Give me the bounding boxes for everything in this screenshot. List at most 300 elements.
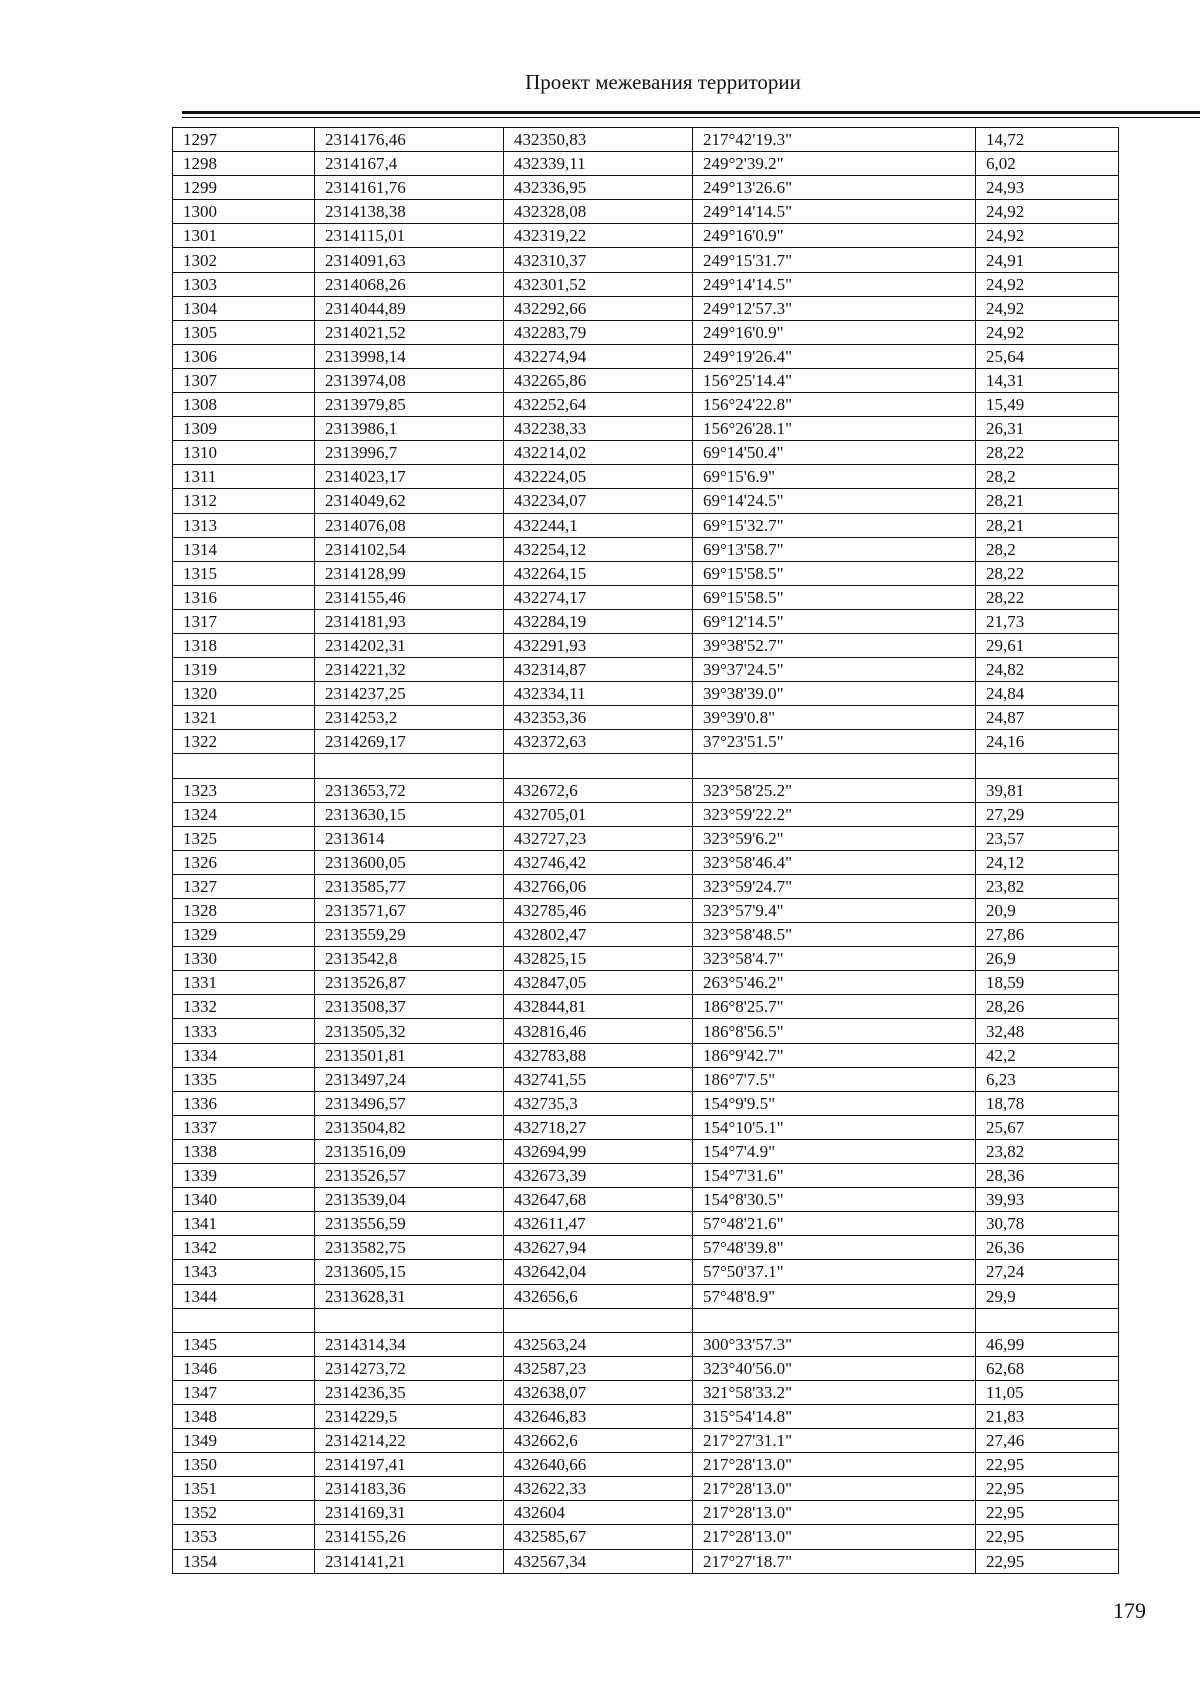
distance-cell: 29,9 xyxy=(976,1284,1119,1308)
table-row xyxy=(173,272,1119,296)
bearing-cell: 154°10'5.1" xyxy=(693,1115,976,1139)
distance-cell: 24,87 xyxy=(976,706,1119,730)
table-row xyxy=(173,609,1119,633)
bearing-cell: 69°15'58.5" xyxy=(693,585,976,609)
point-number-cell: 1343 xyxy=(173,1260,315,1284)
distance-cell: 18,78 xyxy=(976,1091,1119,1115)
distance-cell: 26,9 xyxy=(976,947,1119,971)
y-coordinate-cell: 432274,94 xyxy=(504,344,693,368)
table-row xyxy=(173,874,1119,898)
x-coordinate-cell: 2314221,32 xyxy=(315,658,504,682)
distance-cell: 21,83 xyxy=(976,1404,1119,1428)
x-coordinate-cell: 2314128,99 xyxy=(315,561,504,585)
point-number-cell: 1301 xyxy=(173,224,315,248)
x-coordinate-cell: 2314049,62 xyxy=(315,489,504,513)
table-row xyxy=(173,1429,1119,1453)
bearing-cell: 154°8'30.5" xyxy=(693,1188,976,1212)
x-coordinate-cell: 2313508,37 xyxy=(315,995,504,1019)
y-coordinate-cell: 432334,11 xyxy=(504,682,693,706)
table-row xyxy=(173,899,1119,923)
distance-cell: 24,84 xyxy=(976,682,1119,706)
y-coordinate-cell: 432563,24 xyxy=(504,1332,693,1356)
x-coordinate-cell: 2314229,5 xyxy=(315,1404,504,1428)
x-coordinate-cell: 2314181,93 xyxy=(315,609,504,633)
y-coordinate-cell: 432611,47 xyxy=(504,1212,693,1236)
x-coordinate-cell: 2314197,41 xyxy=(315,1453,504,1477)
table-separator-row xyxy=(173,1308,1119,1332)
table-row xyxy=(173,128,1119,152)
x-coordinate-cell: 2313614 xyxy=(315,826,504,850)
point-number-cell: 1323 xyxy=(173,778,315,802)
x-coordinate-cell: 2314044,89 xyxy=(315,296,504,320)
table-row xyxy=(173,1549,1119,1573)
distance-cell: 32,48 xyxy=(976,1019,1119,1043)
bearing-cell: 217°28'13.0" xyxy=(693,1453,976,1477)
point-number-cell: 1331 xyxy=(173,971,315,995)
distance-cell: 29,61 xyxy=(976,633,1119,657)
distance-cell: 22,95 xyxy=(976,1477,1119,1501)
x-coordinate-cell: 2313605,15 xyxy=(315,1260,504,1284)
table-row xyxy=(173,1356,1119,1380)
y-coordinate-cell xyxy=(504,754,693,778)
point-number-cell: 1304 xyxy=(173,296,315,320)
y-coordinate-cell: 432766,06 xyxy=(504,874,693,898)
y-coordinate-cell: 432662,6 xyxy=(504,1429,693,1453)
point-number-cell: 1319 xyxy=(173,658,315,682)
x-coordinate-cell: 2314237,25 xyxy=(315,682,504,706)
y-coordinate-cell: 432646,83 xyxy=(504,1404,693,1428)
table-row xyxy=(173,1260,1119,1284)
table-row xyxy=(173,1501,1119,1525)
table-row xyxy=(173,947,1119,971)
point-number-cell: 1342 xyxy=(173,1236,315,1260)
point-number-cell: 1352 xyxy=(173,1501,315,1525)
table-row xyxy=(173,344,1119,368)
distance-cell: 30,78 xyxy=(976,1212,1119,1236)
y-coordinate-cell: 432783,88 xyxy=(504,1043,693,1067)
point-number-cell: 1347 xyxy=(173,1380,315,1404)
table-row xyxy=(173,320,1119,344)
x-coordinate-cell: 2313559,29 xyxy=(315,923,504,947)
distance-cell: 28,2 xyxy=(976,465,1119,489)
y-coordinate-cell: 432585,67 xyxy=(504,1525,693,1549)
table-row xyxy=(173,1332,1119,1356)
point-number-cell: 1321 xyxy=(173,706,315,730)
y-coordinate-cell: 432627,94 xyxy=(504,1236,693,1260)
distance-cell: 21,73 xyxy=(976,609,1119,633)
y-coordinate-cell: 432567,34 xyxy=(504,1549,693,1573)
bearing-cell: 315°54'14.8" xyxy=(693,1404,976,1428)
table-row xyxy=(173,706,1119,730)
bearing-cell: 39°39'0.8" xyxy=(693,706,976,730)
bearing-cell: 323°59'24.7" xyxy=(693,874,976,898)
point-number-cell: 1297 xyxy=(173,128,315,152)
x-coordinate-cell: 2314021,52 xyxy=(315,320,504,344)
distance-cell: 27,86 xyxy=(976,923,1119,947)
x-coordinate-cell: 2314023,17 xyxy=(315,465,504,489)
x-coordinate-cell: 2313628,31 xyxy=(315,1284,504,1308)
coordinates-table-body xyxy=(173,128,1119,1574)
point-number-cell: 1341 xyxy=(173,1212,315,1236)
x-coordinate-cell: 2313986,1 xyxy=(315,417,504,441)
x-coordinate-cell: 2314091,63 xyxy=(315,248,504,272)
x-coordinate-cell: 2313630,15 xyxy=(315,802,504,826)
x-coordinate-cell: 2313556,59 xyxy=(315,1212,504,1236)
page-header-title: Проект межевания территории xyxy=(525,70,801,94)
table-row xyxy=(173,1477,1119,1501)
distance-cell: 26,36 xyxy=(976,1236,1119,1260)
y-coordinate-cell: 432350,83 xyxy=(504,128,693,152)
x-coordinate-cell: 2314068,26 xyxy=(315,272,504,296)
point-number-cell xyxy=(173,1308,315,1332)
table-row xyxy=(173,1067,1119,1091)
y-coordinate-cell: 432816,46 xyxy=(504,1019,693,1043)
x-coordinate-cell: 2314273,72 xyxy=(315,1356,504,1380)
distance-cell: 24,16 xyxy=(976,730,1119,754)
table-separator-row xyxy=(173,754,1119,778)
distance-cell: 14,72 xyxy=(976,128,1119,152)
distance-cell: 14,31 xyxy=(976,368,1119,392)
bearing-cell: 321°58'33.2" xyxy=(693,1380,976,1404)
point-number-cell: 1322 xyxy=(173,730,315,754)
point-number-cell: 1309 xyxy=(173,417,315,441)
x-coordinate-cell: 2313998,14 xyxy=(315,344,504,368)
table-row xyxy=(173,1188,1119,1212)
bearing-cell: 249°14'14.5" xyxy=(693,272,976,296)
y-coordinate-cell: 432847,05 xyxy=(504,971,693,995)
y-coordinate-cell: 432234,07 xyxy=(504,489,693,513)
y-coordinate-cell: 432640,66 xyxy=(504,1453,693,1477)
x-coordinate-cell: 2313542,8 xyxy=(315,947,504,971)
bearing-cell: 323°58'4.7" xyxy=(693,947,976,971)
bearing-cell: 249°16'0.9" xyxy=(693,224,976,248)
bearing-cell: 249°15'31.7" xyxy=(693,248,976,272)
bearing-cell: 323°58'46.4" xyxy=(693,850,976,874)
distance-cell: 22,95 xyxy=(976,1549,1119,1573)
distance-cell: 25,67 xyxy=(976,1115,1119,1139)
table-row xyxy=(173,730,1119,754)
x-coordinate-cell: 2313585,77 xyxy=(315,874,504,898)
point-number-cell: 1335 xyxy=(173,1067,315,1091)
x-coordinate-cell: 2313571,67 xyxy=(315,899,504,923)
bearing-cell: 186°9'42.7" xyxy=(693,1043,976,1067)
point-number-cell: 1327 xyxy=(173,874,315,898)
table-row xyxy=(173,368,1119,392)
distance-cell: 24,92 xyxy=(976,224,1119,248)
distance-cell: 22,95 xyxy=(976,1525,1119,1549)
distance-cell: 28,22 xyxy=(976,561,1119,585)
distance-cell: 62,68 xyxy=(976,1356,1119,1380)
table-row xyxy=(173,417,1119,441)
bearing-cell: 69°15'32.7" xyxy=(693,513,976,537)
point-number-cell: 1314 xyxy=(173,537,315,561)
distance-cell: 28,21 xyxy=(976,513,1119,537)
table-row xyxy=(173,176,1119,200)
x-coordinate-cell: 2313996,7 xyxy=(315,441,504,465)
distance-cell: 24,92 xyxy=(976,200,1119,224)
point-number-cell: 1303 xyxy=(173,272,315,296)
y-coordinate-cell: 432718,27 xyxy=(504,1115,693,1139)
point-number-cell: 1317 xyxy=(173,609,315,633)
point-number-cell: 1332 xyxy=(173,995,315,1019)
point-number-cell: 1298 xyxy=(173,152,315,176)
x-coordinate-cell: 2314155,46 xyxy=(315,585,504,609)
y-coordinate-cell: 432647,68 xyxy=(504,1188,693,1212)
bearing-cell: 69°13'58.7" xyxy=(693,537,976,561)
x-coordinate-cell: 2313501,81 xyxy=(315,1043,504,1067)
y-coordinate-cell: 432310,37 xyxy=(504,248,693,272)
x-coordinate-cell: 2313516,09 xyxy=(315,1139,504,1163)
bearing-cell: 39°37'24.5" xyxy=(693,658,976,682)
y-coordinate-cell: 432214,02 xyxy=(504,441,693,465)
bearing-cell: 323°59'6.2" xyxy=(693,826,976,850)
y-coordinate-cell: 432844,81 xyxy=(504,995,693,1019)
table-row xyxy=(173,778,1119,802)
bearing-cell: 37°23'51.5" xyxy=(693,730,976,754)
y-coordinate-cell: 432694,99 xyxy=(504,1139,693,1163)
y-coordinate-cell: 432238,33 xyxy=(504,417,693,441)
distance-cell: 27,24 xyxy=(976,1260,1119,1284)
distance-cell: 15,49 xyxy=(976,393,1119,417)
point-number-cell: 1310 xyxy=(173,441,315,465)
distance-cell: 46,99 xyxy=(976,1332,1119,1356)
y-coordinate-cell: 432328,08 xyxy=(504,200,693,224)
point-number-cell: 1340 xyxy=(173,1188,315,1212)
distance-cell: 28,26 xyxy=(976,995,1119,1019)
y-coordinate-cell: 432746,42 xyxy=(504,850,693,874)
bearing-cell: 323°57'9.4" xyxy=(693,899,976,923)
point-number-cell xyxy=(173,754,315,778)
table-row xyxy=(173,1043,1119,1067)
point-number-cell: 1328 xyxy=(173,899,315,923)
table-row xyxy=(173,826,1119,850)
x-coordinate-cell: 2314202,31 xyxy=(315,633,504,657)
x-coordinate-cell: 2313497,24 xyxy=(315,1067,504,1091)
table-row xyxy=(173,658,1119,682)
x-coordinate-cell: 2314076,08 xyxy=(315,513,504,537)
y-coordinate-cell: 432252,64 xyxy=(504,393,693,417)
point-number-cell: 1316 xyxy=(173,585,315,609)
distance-cell: 24,82 xyxy=(976,658,1119,682)
bearing-cell: 186°7'7.5" xyxy=(693,1067,976,1091)
distance-cell: 22,95 xyxy=(976,1453,1119,1477)
x-coordinate-cell: 2314138,38 xyxy=(315,200,504,224)
y-coordinate-cell: 432802,47 xyxy=(504,923,693,947)
bearing-cell: 323°40'56.0" xyxy=(693,1356,976,1380)
point-number-cell: 1299 xyxy=(173,176,315,200)
distance-cell: 23,82 xyxy=(976,874,1119,898)
bearing-cell: 69°15'58.5" xyxy=(693,561,976,585)
table-row xyxy=(173,1453,1119,1477)
table-row xyxy=(173,296,1119,320)
x-coordinate-cell: 2314115,01 xyxy=(315,224,504,248)
y-coordinate-cell: 432292,66 xyxy=(504,296,693,320)
distance-cell xyxy=(976,1308,1119,1332)
x-coordinate-cell: 2314161,76 xyxy=(315,176,504,200)
point-number-cell: 1354 xyxy=(173,1549,315,1573)
distance-cell: 26,31 xyxy=(976,417,1119,441)
y-coordinate-cell: 432274,17 xyxy=(504,585,693,609)
distance-cell: 11,05 xyxy=(976,1380,1119,1404)
table-row xyxy=(173,1525,1119,1549)
bearing-cell: 186°8'25.7" xyxy=(693,995,976,1019)
y-coordinate-cell: 432727,23 xyxy=(504,826,693,850)
point-number-cell: 1337 xyxy=(173,1115,315,1139)
table-row xyxy=(173,1236,1119,1260)
x-coordinate-cell: 2313505,32 xyxy=(315,1019,504,1043)
bearing-cell: 217°28'13.0" xyxy=(693,1525,976,1549)
x-coordinate-cell: 2314269,17 xyxy=(315,730,504,754)
table-row xyxy=(173,995,1119,1019)
point-number-cell: 1334 xyxy=(173,1043,315,1067)
distance-cell: 28,22 xyxy=(976,441,1119,465)
y-coordinate-cell: 432254,12 xyxy=(504,537,693,561)
bearing-cell: 57°48'21.6" xyxy=(693,1212,976,1236)
bearing-cell: 39°38'52.7" xyxy=(693,633,976,657)
bearing-cell: 39°38'39.0" xyxy=(693,682,976,706)
y-coordinate-cell: 432336,95 xyxy=(504,176,693,200)
point-number-cell: 1308 xyxy=(173,393,315,417)
point-number-cell: 1338 xyxy=(173,1139,315,1163)
x-coordinate-cell: 2314167,4 xyxy=(315,152,504,176)
point-number-cell: 1320 xyxy=(173,682,315,706)
table-row xyxy=(173,1019,1119,1043)
y-coordinate-cell: 432587,23 xyxy=(504,1356,693,1380)
distance-cell: 28,36 xyxy=(976,1164,1119,1188)
point-number-cell: 1333 xyxy=(173,1019,315,1043)
y-coordinate-cell: 432353,36 xyxy=(504,706,693,730)
bearing-cell: 249°14'14.5" xyxy=(693,200,976,224)
table-row xyxy=(173,971,1119,995)
header-rule-thin xyxy=(182,117,1200,118)
table-row xyxy=(173,200,1119,224)
x-coordinate-cell: 2313539,04 xyxy=(315,1188,504,1212)
bearing-cell: 154°7'31.6" xyxy=(693,1164,976,1188)
distance-cell: 24,92 xyxy=(976,272,1119,296)
x-coordinate-cell: 2313974,08 xyxy=(315,368,504,392)
distance-cell: 23,82 xyxy=(976,1139,1119,1163)
bearing-cell: 154°7'4.9" xyxy=(693,1139,976,1163)
bearing-cell: 186°8'56.5" xyxy=(693,1019,976,1043)
distance-cell: 24,12 xyxy=(976,850,1119,874)
y-coordinate-cell: 432319,22 xyxy=(504,224,693,248)
bearing-cell: 57°48'8.9" xyxy=(693,1284,976,1308)
x-coordinate-cell: 2313653,72 xyxy=(315,778,504,802)
point-number-cell: 1311 xyxy=(173,465,315,489)
y-coordinate-cell: 432301,52 xyxy=(504,272,693,296)
point-number-cell: 1350 xyxy=(173,1453,315,1477)
table-row xyxy=(173,802,1119,826)
y-coordinate-cell: 432291,93 xyxy=(504,633,693,657)
bearing-cell: 249°12'57.3" xyxy=(693,296,976,320)
table-row xyxy=(173,1091,1119,1115)
distance-cell: 22,95 xyxy=(976,1501,1119,1525)
distance-cell: 6,23 xyxy=(976,1067,1119,1091)
y-coordinate-cell: 432224,05 xyxy=(504,465,693,489)
bearing-cell: 57°48'39.8" xyxy=(693,1236,976,1260)
table-row xyxy=(173,537,1119,561)
y-coordinate-cell: 432283,79 xyxy=(504,320,693,344)
y-coordinate-cell: 432339,11 xyxy=(504,152,693,176)
x-coordinate-cell xyxy=(315,1308,504,1332)
y-coordinate-cell: 432264,15 xyxy=(504,561,693,585)
distance-cell: 24,92 xyxy=(976,296,1119,320)
distance-cell: 25,64 xyxy=(976,344,1119,368)
x-coordinate-cell: 2314169,31 xyxy=(315,1501,504,1525)
point-number-cell: 1306 xyxy=(173,344,315,368)
bearing-cell: 217°28'13.0" xyxy=(693,1501,976,1525)
bearing-cell: 249°13'26.6" xyxy=(693,176,976,200)
y-coordinate-cell: 432284,19 xyxy=(504,609,693,633)
point-number-cell: 1324 xyxy=(173,802,315,826)
x-coordinate-cell: 2314183,36 xyxy=(315,1477,504,1501)
point-number-cell: 1300 xyxy=(173,200,315,224)
y-coordinate-cell: 432785,46 xyxy=(504,899,693,923)
table-row xyxy=(173,1284,1119,1308)
table-row xyxy=(173,1164,1119,1188)
x-coordinate-cell: 2313526,87 xyxy=(315,971,504,995)
x-coordinate-cell: 2313600,05 xyxy=(315,850,504,874)
point-number-cell: 1348 xyxy=(173,1404,315,1428)
point-number-cell: 1345 xyxy=(173,1332,315,1356)
distance-cell xyxy=(976,754,1119,778)
point-number-cell: 1336 xyxy=(173,1091,315,1115)
bearing-cell: 217°27'18.7" xyxy=(693,1549,976,1573)
distance-cell: 24,92 xyxy=(976,320,1119,344)
y-coordinate-cell: 432672,6 xyxy=(504,778,693,802)
point-number-cell: 1318 xyxy=(173,633,315,657)
bearing-cell: 323°58'25.2" xyxy=(693,778,976,802)
distance-cell: 27,29 xyxy=(976,802,1119,826)
distance-cell: 6,02 xyxy=(976,152,1119,176)
table-row xyxy=(173,489,1119,513)
table-row xyxy=(173,224,1119,248)
table-row xyxy=(173,465,1119,489)
point-number-cell: 1351 xyxy=(173,1477,315,1501)
bearing-cell: 249°16'0.9" xyxy=(693,320,976,344)
point-number-cell: 1302 xyxy=(173,248,315,272)
distance-cell: 24,93 xyxy=(976,176,1119,200)
point-number-cell: 1329 xyxy=(173,923,315,947)
coordinates-table xyxy=(172,127,1119,1574)
x-coordinate-cell: 2314102,54 xyxy=(315,537,504,561)
point-number-cell: 1344 xyxy=(173,1284,315,1308)
table-row xyxy=(173,561,1119,585)
table-row xyxy=(173,585,1119,609)
y-coordinate-cell: 432741,55 xyxy=(504,1067,693,1091)
bearing-cell: 69°14'50.4" xyxy=(693,441,976,465)
y-coordinate-cell: 432825,15 xyxy=(504,947,693,971)
table-row xyxy=(173,1115,1119,1139)
table-row xyxy=(173,633,1119,657)
y-coordinate-cell: 432705,01 xyxy=(504,802,693,826)
table-row xyxy=(173,850,1119,874)
bearing-cell: 249°19'26.4" xyxy=(693,344,976,368)
distance-cell: 24,91 xyxy=(976,248,1119,272)
y-coordinate-cell: 432604 xyxy=(504,1501,693,1525)
point-number-cell: 1353 xyxy=(173,1525,315,1549)
bearing-cell: 69°12'14.5" xyxy=(693,609,976,633)
table-row xyxy=(173,248,1119,272)
point-number-cell: 1305 xyxy=(173,320,315,344)
x-coordinate-cell: 2313526,57 xyxy=(315,1164,504,1188)
y-coordinate-cell xyxy=(504,1308,693,1332)
x-coordinate-cell: 2314253,2 xyxy=(315,706,504,730)
y-coordinate-cell: 432622,33 xyxy=(504,1477,693,1501)
y-coordinate-cell: 432244,1 xyxy=(504,513,693,537)
distance-cell: 39,93 xyxy=(976,1188,1119,1212)
distance-cell: 28,21 xyxy=(976,489,1119,513)
